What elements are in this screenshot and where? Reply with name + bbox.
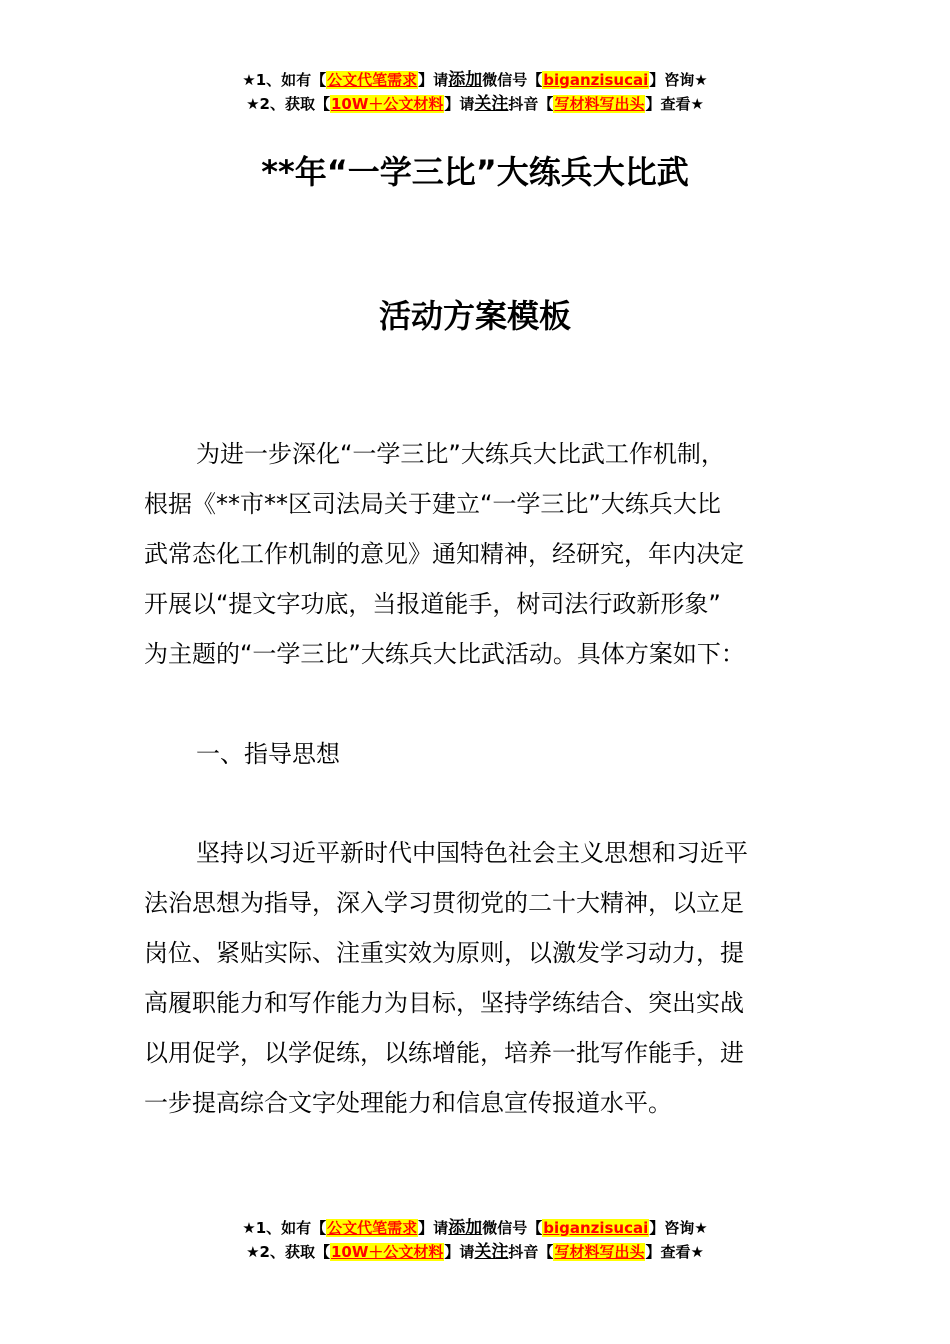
paragraph-line: 以用促学，以学促练，以练增能，培养一批写作能手，进	[144, 1039, 744, 1067]
wechat-service-link[interactable]: 公文代笔需求	[327, 71, 418, 89]
paragraph-line: 法治思想为指导，深入学习贯彻党的二十大精神，以立足	[144, 889, 744, 917]
banner-text: 】请	[418, 1219, 449, 1237]
document-title-line-1: **年“一学三比”大练兵大比武	[261, 153, 689, 191]
footer-banner	[0, 1216, 950, 1264]
paragraph-line: 根据《**市**区司法局关于建立“一学三比”大练兵大比	[144, 490, 721, 518]
paragraph-line: 武常态化工作机制的意见》通知精神，经研究，年内决定	[144, 540, 744, 568]
guidance-paragraph	[144, 828, 806, 1128]
paragraph-line: 坚持以习近平新时代中国特色社会主义思想和习近平	[196, 839, 748, 867]
banner-text: 】查看★	[645, 95, 704, 113]
banner-text: 抖音【	[508, 1243, 554, 1261]
banner-emphasis: 关注	[474, 94, 509, 114]
banner-text: 抖音【	[508, 95, 554, 113]
banner-text: 】请	[444, 1243, 475, 1261]
douyin-account-link[interactable]: 写材料写出头	[554, 95, 645, 113]
douyin-account-link[interactable]: 写材料写出头	[554, 1243, 645, 1261]
banner-text: 】咨询★	[649, 71, 708, 89]
banner-line-1	[0, 68, 950, 92]
header-banner	[0, 68, 950, 116]
paragraph-line: 高履职能力和写作能力为目标，坚持学练结合、突出实战	[144, 989, 744, 1017]
section-heading	[144, 729, 806, 779]
materials-link[interactable]: 10W＋公文材料	[330, 95, 444, 113]
banner-text: ★2、获取【	[246, 95, 330, 113]
banner-text: 】请	[418, 71, 449, 89]
banner-text: ★1、如有【	[242, 1219, 327, 1237]
paragraph-line: 为进一步深化“一学三比”大练兵大比武工作机制，	[196, 440, 725, 468]
banner-emphasis: 添加	[448, 70, 483, 90]
banner-line-2	[0, 92, 950, 116]
wechat-id-link[interactable]: biganzisucai	[543, 1219, 649, 1237]
section-heading-text: 一、指导思想	[196, 740, 340, 768]
wechat-service-link[interactable]: 公文代笔需求	[327, 1219, 418, 1237]
paragraph-line: 一步提高综合文字处理能力和信息宣传报道水平。	[144, 1089, 672, 1117]
banner-text: ★2、获取【	[246, 1243, 330, 1261]
materials-link[interactable]: 10W＋公文材料	[330, 1243, 444, 1261]
paragraph-line: 为主题的“一学三比”大练兵大比武活动。具体方案如下：	[144, 640, 745, 668]
wechat-id-link[interactable]: biganzisucai	[543, 71, 649, 89]
banner-emphasis: 添加	[448, 1218, 483, 1238]
banner-text: 】咨询★	[649, 1219, 708, 1237]
banner-text: ★1、如有【	[242, 71, 327, 89]
banner-line-2	[0, 1240, 950, 1264]
banner-text: 】请	[444, 95, 475, 113]
banner-text: 】查看★	[645, 1243, 704, 1261]
paragraph-line: 岗位、紧贴实际、注重实效为原则，以激发学习动力，提	[144, 939, 744, 967]
banner-line-1	[0, 1216, 950, 1240]
banner-text: 微信号【	[482, 1219, 543, 1237]
banner-emphasis: 关注	[474, 1242, 509, 1262]
banner-text: 微信号【	[482, 71, 543, 89]
paragraph-line: 开展以“提文字功底，当报道能手，树司法行政新形象”	[144, 590, 721, 618]
document-title-line-2: 活动方案模板	[378, 297, 571, 335]
intro-paragraph	[144, 429, 806, 679]
